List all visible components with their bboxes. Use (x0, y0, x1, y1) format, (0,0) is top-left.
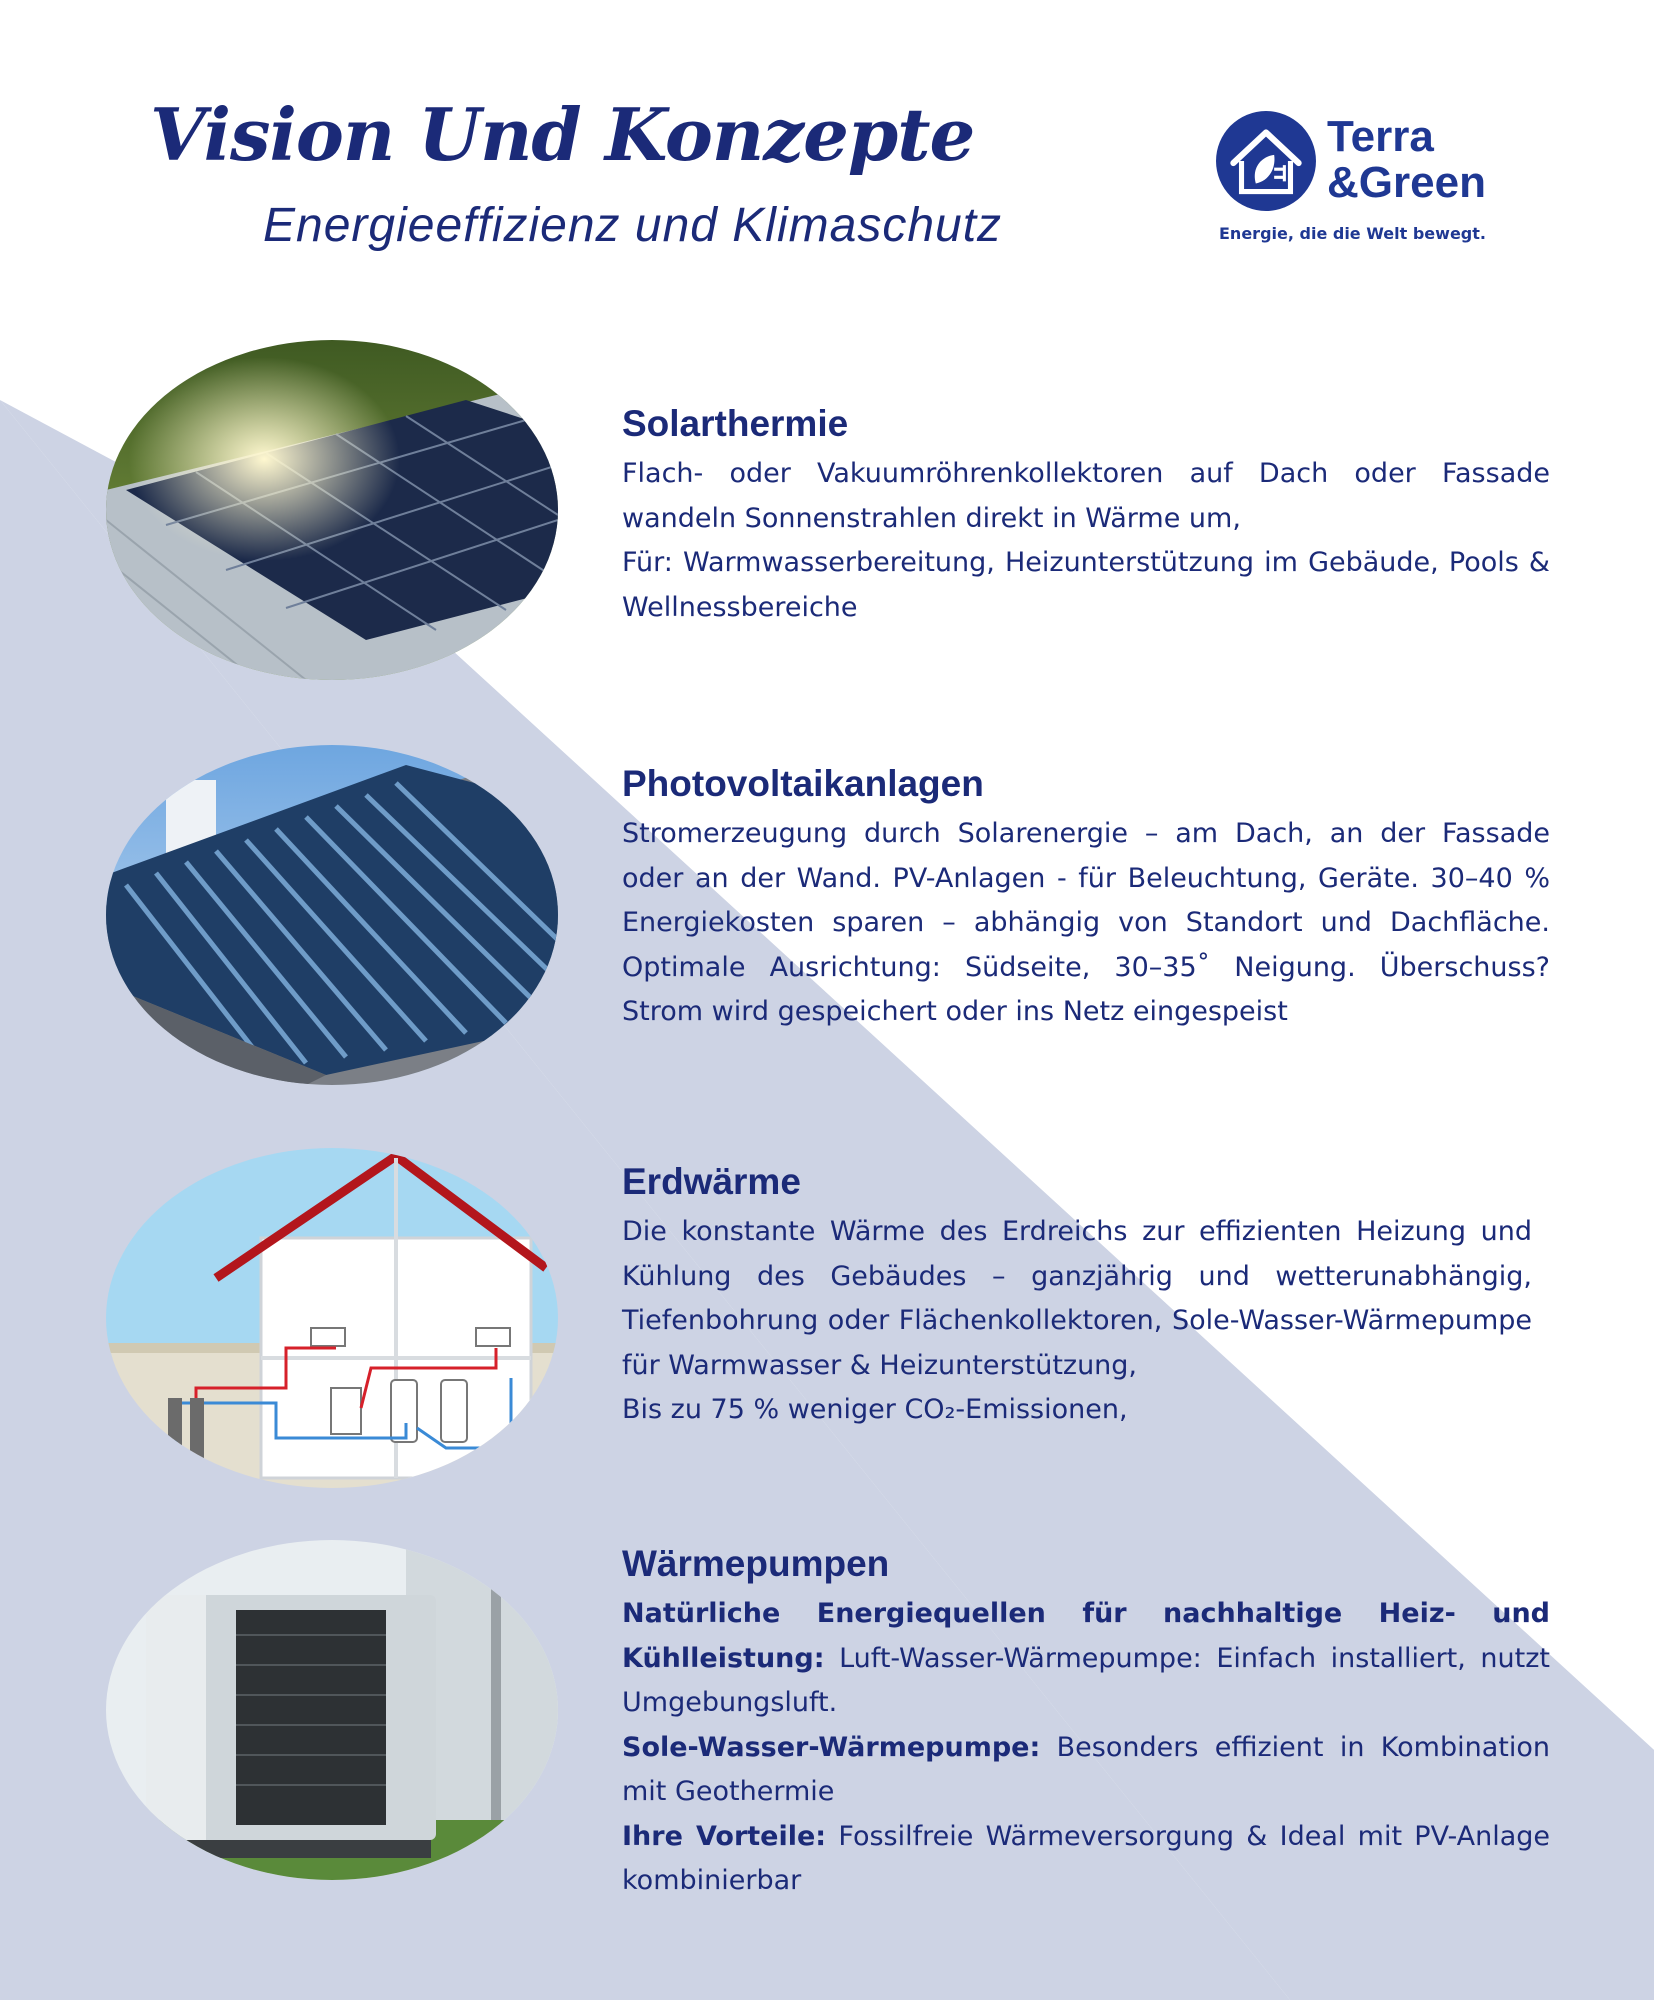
section-item (622, 1592, 1550, 1726)
section-heading: Erdwärme (622, 1161, 801, 1202)
section-item-text: Fossilfreie Wärmeversorgung & Ideal mit PV-Anlage kombinierbar (622, 1820, 1550, 1896)
section-text: Die konstante Wärme des Erdreichs zur effizienten Heizung und Kühlung des Gebäudes – ganzjährig und wetterunabhängig, Tiefenbohrung oder Flächenkollektoren, Sole-Wasser-Wärmepumpe für Warmwasser & Heizunterstützung, (622, 1216, 1532, 1381)
section-erdwaerme (622, 1158, 1532, 1433)
section-item-bold: Sole-Wasser-Wärmepumpe: (622, 1731, 1041, 1763)
section-solarthermie (622, 400, 1550, 630)
geothermal-house-diagram (106, 1148, 558, 1488)
section-item (622, 1815, 1550, 1904)
section-waermepumpen (622, 1540, 1550, 1904)
page-title: Vision Und Konzepte (150, 92, 975, 177)
solar-panels-image (106, 340, 558, 680)
section-heading: Solarthermie (622, 403, 849, 444)
section-item-bold: Natürliche Energiequellen für nachhaltige Heiz- und Kühlleistung: (622, 1598, 1550, 1674)
house-leaf-plug-icon (1215, 110, 1317, 212)
section-item-bold: Ihre Vorteile: (622, 1820, 827, 1852)
brand-tagline: Energie, die die Welt bewegt. (1219, 224, 1486, 243)
page-subtitle: Energieeffizienz und Klimaschutz (263, 199, 1003, 252)
section-text: Stromerzeugung durch Solarenergie – am Dach, an der Fassade oder an der Wand. PV-Anlagen - für Beleuchtung, Geräte. 30–40 % Energiekosten sparen – abhängig von Standort und Dachfläche. Optimale Ausrichtung: Südseite, 30–35˚ Neigung. Überschuss? Strom wird gespeichert oder ins Netz eingespeist (622, 818, 1550, 1027)
section-text: Für: Warmwasserbereitung, Heizunterstützung im Gebäude, Pools & Wellnessbereiche (622, 547, 1550, 623)
section-text: Bis zu 75 % weniger CO₂-Emissionen, (622, 1394, 1128, 1425)
heat-pump-unit-image (106, 1540, 558, 1880)
section-photovoltaikanlagen (622, 760, 1550, 1035)
brand-name-line2: &Green (1327, 158, 1486, 207)
brand-name-line1: Terra (1327, 112, 1434, 161)
section-item-text: Luft-Wasser-Wärmepumpe: Einfach installiert, nutzt Umgebungsluft. (622, 1642, 1550, 1718)
section-item (622, 1726, 1550, 1815)
section-text: Flach- oder Vakuumröhrenkollektoren auf Dach oder Fassade wandeln Sonnenstrahlen direkt in Wärme um, (622, 458, 1550, 534)
section-heading: Photovoltaikanlagen (622, 763, 984, 804)
section-heading: Wärmepumpen (622, 1543, 890, 1584)
brand-logo (1215, 110, 1515, 250)
section-item-text: Besonders effizient in Kombination mit Geothermie (622, 1731, 1550, 1807)
vacuum-tube-collectors-image (106, 745, 558, 1085)
brand-name (1327, 114, 1486, 206)
